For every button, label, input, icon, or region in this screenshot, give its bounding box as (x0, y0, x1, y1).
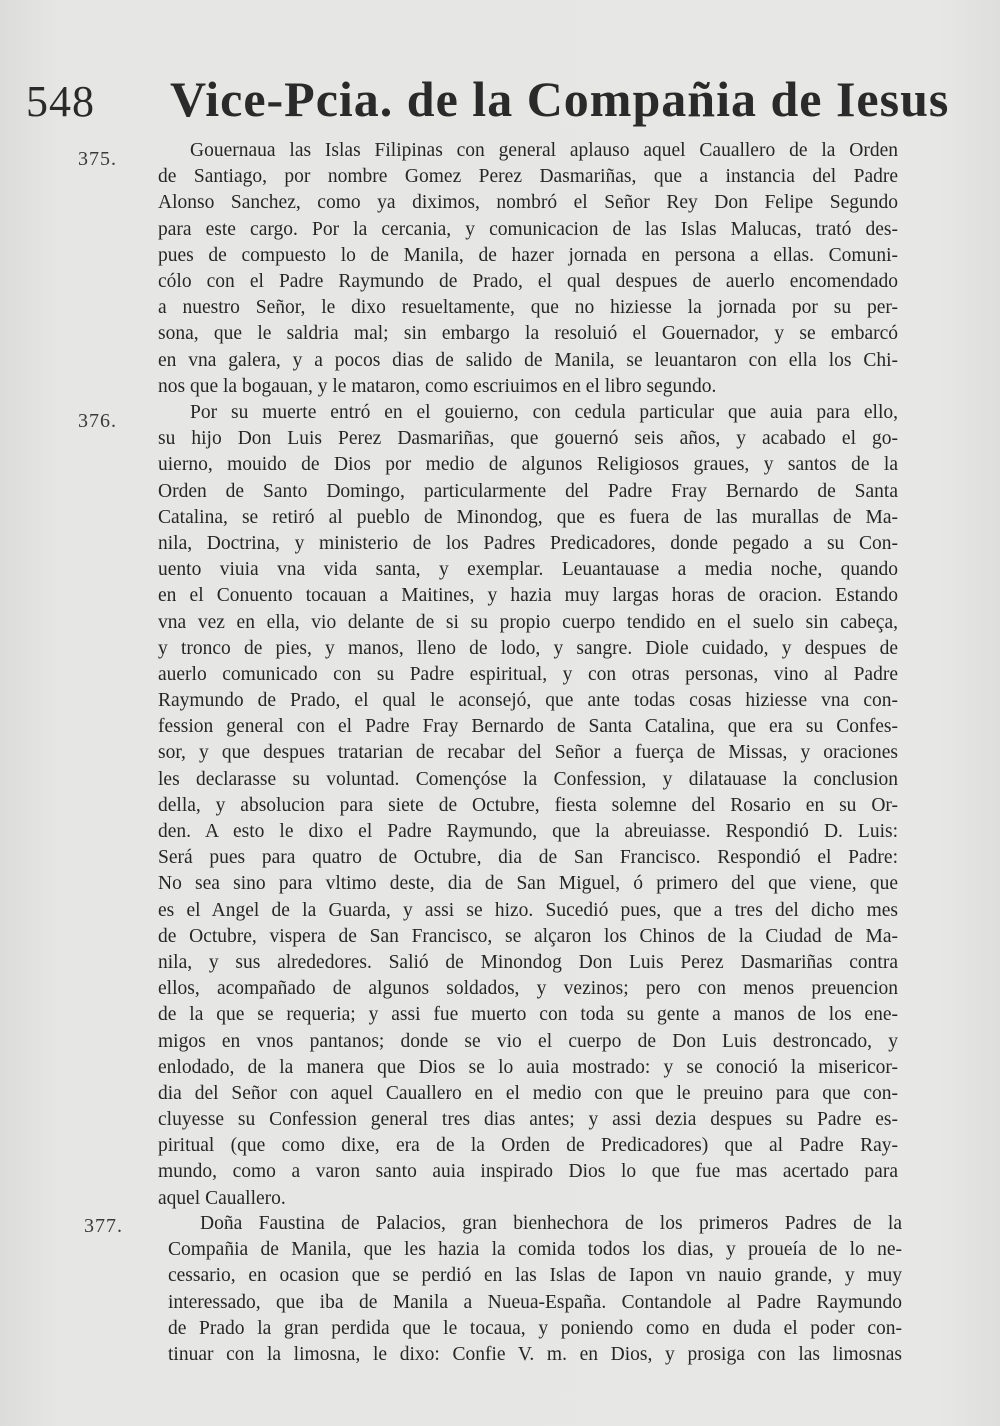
text-line: ellos, acompañado de algunos soldados, y vezinos; pero con menos preuencion (158, 978, 898, 1000)
text-line: nila, y sus alrededores. Salió de Minondog Don Luis Perez Dasmariñas contra (158, 951, 898, 973)
text-line: No sea sino para vltimo deste, dia de San Miguel, ó primero del que viene, que (158, 873, 898, 895)
text-line: nila, Doctrina, y ministerio de los Padres Predicadores, donde pegado a su Con- (158, 532, 898, 554)
paragraph-number: 377. (84, 1215, 123, 1237)
text-line: auerlo comunicado con su Padre espiritual, y con otras personas, vino al Padre (158, 663, 898, 685)
text-line: Compañia de Manila, que les hazia la comida todos los dias, y proueía de lo ne- (168, 1239, 902, 1261)
text-line: cessario, en ocasion que se perdió en las Islas de Iapon vn nauio grande, y muy (168, 1265, 902, 1287)
text-line: y tronco de pies, y manos, lleno de lodo, y sangre. Diole cuidado, y despues de (158, 637, 898, 659)
text-line: de Santiago, por nombre Gomez Perez Dasmariñas, que a instancia del Padre (158, 166, 898, 188)
text-line: uento viuia vna vida santa, y exemplar. Leuantauase a media noche, quando (158, 559, 898, 581)
text-line: a nuestro Señor, le dixo resueltamente, que no hiziesse la jornada por su per- (158, 297, 898, 319)
running-title: Vice-Pcia. de la Compañia de Iesus (170, 71, 950, 127)
text-line: Doña Faustina de Palacios, gran bienhechora de los primeros Padres de la (200, 1213, 902, 1234)
text-line: uierno, mouido de Dios por medio de algunos Religiosos graues, y santos de la (158, 454, 898, 476)
text-line: su hijo Don Luis Perez Dasmariñas, que gouernó seis años, y acabado el go- (158, 428, 898, 450)
text-line: della, y absolucion para siete de Octubre, fiesta solemne del Rosario en su Or- (158, 794, 898, 816)
text-line: den. A esto le dixo el Padre Raymundo, que la abreuiasse. Respondió D. Luis: (158, 821, 898, 842)
text-line: mundo, como a varon santo auia inspirado Dios lo que fue mas acertado para (158, 1161, 898, 1183)
text-line: piritual (que como dixe, era de la Orden de Predicadores) que al Padre Ray- (158, 1135, 898, 1157)
text-line: Por su muerte entró en el gouierno, con cedula particular que auia para ello, (190, 402, 898, 423)
text-line: en vna galera, y a pocos dias de salido de Manila, se leuantaron con ella los Chi- (158, 349, 898, 371)
text-line: tinuar con la limosna, le dixo: Confie V. m. en Dios, y prosiga con las limosnas (168, 1343, 902, 1365)
text-line: en el Conuento tocauan a Maitines, y hazia muy largas horas de oracion. Estando (158, 585, 898, 607)
text-line: sona, que le saldria mal; sin embargo la resoluió el Gouernador, y se embarcó (158, 323, 898, 345)
text-line: Catalina, se retiró al pueblo de Minondog, que es fuera de las murallas de Ma- (158, 506, 898, 528)
page-header (20, 70, 950, 140)
text-line: pues de compuesto lo de Manila, de hazer jornada en persona a ellas. Comuni- (158, 244, 898, 266)
text-line: les declarasse su voluntad. Començóse la Confession, y dilatauase la conclusion (158, 768, 898, 790)
text-line: fession general con el Padre Fray Bernardo de Santa Catalina, que era su Confes- (158, 716, 898, 738)
text-line: de la que se requeria; y assi fue muerto con toda su gente a manos de los ene- (158, 1004, 898, 1026)
text-line: para este cargo. Por la cercania, y comunicacion de las Islas Malucas, trató des- (158, 218, 898, 240)
text-line: Gouernaua las Islas Filipinas con general aplauso aquel Cauallero de la Orden (190, 140, 898, 161)
text-line: es el Angel de la Guarda, y assi se hizo. Sucedió pues, que a tres del dicho mes (158, 899, 898, 921)
paragraph-text (168, 1211, 902, 1368)
page-number: 548 (26, 77, 95, 126)
text-line: enlodado, de la manera que Dios se lo auia mostrado: y se conoció la misericor- (158, 1056, 898, 1078)
text-line: cólo con el Padre Raymundo de Prado, el qual despues de auerlo encomendado (158, 270, 898, 292)
text-line: vna vez en ella, vio delante de si su propio cuerpo tendido en el suelo sin cabeça, (158, 611, 898, 633)
paragraph-text (158, 400, 898, 1212)
text-line: dia del Señor con aquel Cauallero en el medio con que le preuino para que con- (158, 1082, 898, 1104)
paragraph-number: 376. (78, 410, 117, 432)
text-line: cluyesse su Confession general tres dias antes; y assi dezia despues su Padre es- (158, 1109, 898, 1131)
text-line: de Octubre, vispera de San Francisco, se alçaron los Chinos de la Ciudad de Ma- (158, 925, 898, 947)
text-line: interessado, que iba de Manila a Nueua-España. Contandole al Padre Raymundo (168, 1291, 902, 1313)
text-line: aquel Cauallero. (158, 1187, 286, 1209)
text-line: migos en vnos pantanos; donde se vio el cuerpo de Don Luis destroncado, y (158, 1030, 898, 1052)
text-line: Orden de Santo Domingo, particularmente del Padre Fray Bernardo de Santa (158, 480, 898, 502)
text-line: Alonso Sanchez, como ya diximos, nombró el Señor Rey Don Felipe Segundo (158, 192, 898, 214)
paragraph-text (158, 138, 898, 400)
paragraph-number: 375. (78, 148, 117, 170)
text-line: de Prado la gran perdida que le tocaua, y poniendo como en duda el poder con- (168, 1317, 902, 1339)
text-line: Raymundo de Prado, el qual le aconsejó, que ante todas cosas hiziesse vna con- (158, 690, 898, 712)
text-line: nos que la bogauan, y le mataron, como escriuimos en el libro segundo. (158, 375, 717, 397)
text-line: Será pues para quatro de Octubre, dia de San Francisco. Respondió el Padre: (158, 847, 898, 869)
text-line: sor, y que despues tratarian de recabar del Señor a fuerça de Missas, y oraciones (158, 742, 898, 764)
